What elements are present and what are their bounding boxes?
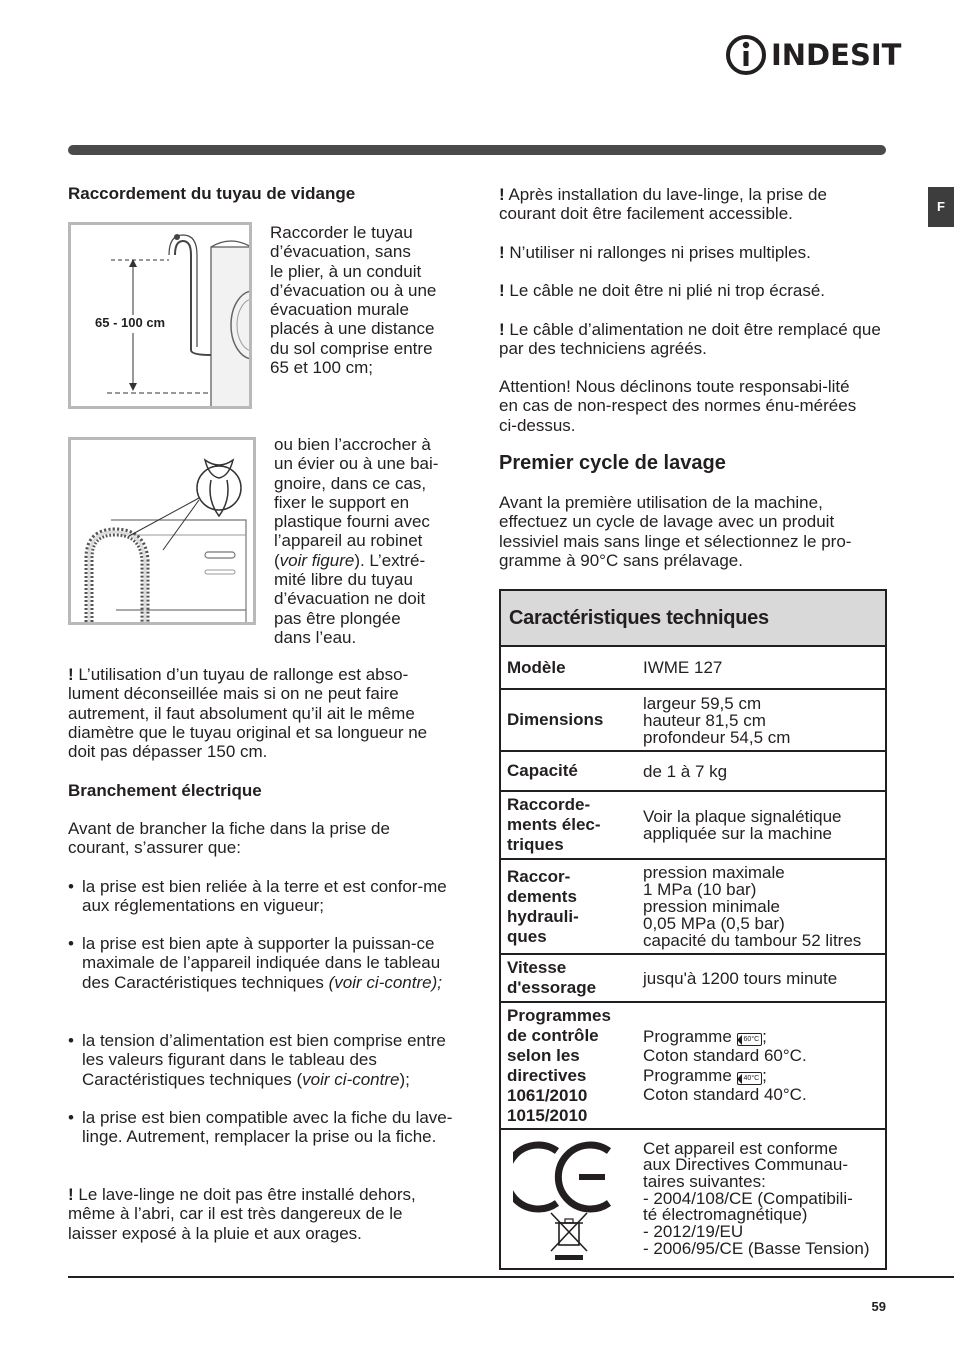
spec-value-line: pression maximale xyxy=(643,863,785,882)
spec-label: Dimensions xyxy=(500,689,641,751)
bullet-text: la prise est bien apte à supporter la puissan-ce maximale de l’appareil indiquée dans le tableau des Caractéristiques techniques xyxy=(82,934,441,992)
bullet-text-italic: voir ci-contre xyxy=(302,1069,400,1089)
spec-value xyxy=(641,859,886,954)
warning-text: Le câble ne doit être ni plié ni trop écrasé. xyxy=(504,281,826,300)
warning-no-extensions xyxy=(499,243,884,262)
program-line xyxy=(643,1027,881,1047)
spec-value-line: Voir la plaque signalétique xyxy=(643,807,842,826)
drain-paragraph-1 xyxy=(270,223,460,377)
sink-text-line: dans l’eau. xyxy=(274,627,357,647)
spec-label-line: ques xyxy=(507,926,547,946)
spec-label: Capacité xyxy=(500,751,641,791)
spec-label-line: 1015/2010 xyxy=(507,1105,588,1125)
heading-first-cycle: Premier cycle de lavage xyxy=(499,452,726,474)
text-fragment-italic: voir figure xyxy=(279,550,355,570)
spec-label-line: d'essorage xyxy=(507,978,597,997)
spec-value: IWME 127 xyxy=(641,646,886,689)
spec-value xyxy=(641,689,886,751)
sink-text-line: plastique fourni avec xyxy=(274,512,430,532)
spec-value-line: - 2012/19/EU xyxy=(643,1222,744,1242)
spec-label xyxy=(500,791,641,859)
heading-electric-connection: Branchement électrique xyxy=(68,781,262,800)
brand-logo-icon xyxy=(725,34,769,76)
program-prefix: Programme xyxy=(643,1026,737,1046)
drain-text-line: d’évacuation, sans xyxy=(270,242,411,262)
drain-height-illustration xyxy=(71,225,249,406)
spec-label-line: 1061/2010 xyxy=(507,1085,588,1105)
bullet-dot: • xyxy=(68,877,74,896)
electric-intro: Avant de brancher la fiche dans la prise de courant, s’assurer que: xyxy=(68,819,390,858)
table-row xyxy=(500,954,886,1002)
warning-accessible-socket xyxy=(499,185,884,224)
spec-value xyxy=(641,791,886,859)
sink-text-line: un évier ou à une bai- xyxy=(274,454,439,474)
spec-label-line: triques xyxy=(507,835,564,854)
warning-text: Le câble d’alimentation ne doit être remplacé que par des techniciens agréés. xyxy=(499,320,881,359)
bullet-item xyxy=(68,877,453,916)
bullet-text: ); xyxy=(399,1069,410,1089)
warning-text: L’utilisation d’un tuyau de rallonge est abso-lument déconseillée mais si on ne peut faire autrement, il faut absolument qu’il ait le même diamètre que le tuyau original et sa longueur ne doit pas dépasser 150 cm. xyxy=(68,665,428,762)
page-number: 59 xyxy=(871,1299,886,1314)
spec-label: Modèle xyxy=(500,646,641,689)
bullet-item xyxy=(68,934,453,992)
program-description: Coton standard 60°C. xyxy=(643,1046,807,1065)
spec-value-line: profondeur 54,5 cm xyxy=(643,727,791,747)
ce-mark-icon xyxy=(513,1137,623,1261)
drain-text-line: du sol comprise entre xyxy=(270,338,433,358)
table-row xyxy=(500,859,886,954)
drain-text-line: le plier, à un conduit xyxy=(270,261,422,281)
spec-value-line: té électromagnétique) xyxy=(643,1205,808,1225)
spec-value-line: 1 MPa (10 bar) xyxy=(643,880,757,899)
warning-mark: ! xyxy=(68,665,74,684)
spec-label-line: Raccorde- xyxy=(507,795,591,814)
spec-label-line: selon les xyxy=(507,1045,580,1065)
spec-label xyxy=(500,859,641,954)
bullet-text: la tension d’alimentation est bien comprise entre les valeurs figurant dans le tableau des Caractéristiques techniques ( xyxy=(82,1031,446,1089)
spec-value-line: pression minimale xyxy=(643,897,780,916)
warning-outdoor xyxy=(68,1185,453,1243)
text-fragment: ( xyxy=(274,550,280,570)
warning-cable-replace xyxy=(499,320,887,359)
spec-label-line: de contrôle xyxy=(507,1025,599,1045)
sink-text-line: l’appareil au robinet xyxy=(274,531,423,551)
sink-text-line xyxy=(274,551,459,570)
bullet-dot: • xyxy=(68,1108,74,1127)
spec-value-line: taires suivantes: xyxy=(643,1171,766,1191)
spec-value-line: appliquée sur la machine xyxy=(643,824,833,843)
spec-value: jusqu'à 1200 tours minute xyxy=(641,954,886,1002)
program-line xyxy=(643,1066,881,1086)
drain-height-label: 65 - 100 cm xyxy=(95,315,166,330)
specs-header-row xyxy=(500,590,886,646)
spec-value-line: - 2006/95/CE (Basse Tension) xyxy=(643,1238,870,1258)
program-60-icon: 60°C xyxy=(737,1033,763,1046)
first-cycle-text: Avant la première utilisation de la machine, effectuez un cycle de lavage avec un produit lessiviel mais sans linge et sélectionnez le pro-gramme à 90°C sans prélavage. xyxy=(499,493,852,570)
drain-text-line: d’évacuation ou à une xyxy=(270,280,437,300)
sink-text-line: d’évacuation ne doit xyxy=(274,589,426,609)
sink-hook-illustration xyxy=(71,440,253,622)
warning-extension-hose xyxy=(68,665,458,761)
header-rule xyxy=(68,145,886,155)
spec-label-line: dements xyxy=(507,886,577,906)
text-fragment: ). L’extré- xyxy=(354,550,426,570)
spec-label xyxy=(500,1002,641,1129)
sink-text-line: pas être plongée xyxy=(274,608,401,628)
bullet-item xyxy=(68,1031,453,1089)
specs-table xyxy=(499,589,887,1270)
spec-label-line: ments élec- xyxy=(507,815,601,834)
table-row xyxy=(500,751,886,791)
brand-logo xyxy=(725,34,902,76)
sink-text-line: ou bien l’accrocher à xyxy=(274,435,431,454)
table-row xyxy=(500,1002,886,1129)
table-row xyxy=(500,646,886,689)
spec-value-line: - 2004/108/CE (Compatibili- xyxy=(643,1188,853,1208)
table-row xyxy=(500,689,886,751)
sink-text-line: fixer le support en xyxy=(274,492,410,512)
warning-text: Après installation du lave-linge, la prise de courant doit être facilement accessible. xyxy=(499,185,827,224)
sink-text-line: gnoire, dans ce cas, xyxy=(274,473,427,493)
program-description: Coton standard 40°C. xyxy=(643,1085,807,1104)
warning-text: Le lave-linge ne doit pas être installé dehors, même à l’abri, car il est très dangereux de le laisser exposé à la pluie et aux orages. xyxy=(68,1185,416,1243)
bullet-dot: • xyxy=(68,934,74,953)
spec-label-line: hydrauli- xyxy=(507,906,579,926)
drain-text-line: placés à une distance xyxy=(270,319,435,339)
table-row xyxy=(500,791,886,859)
drain-text-line: évacuation murale xyxy=(270,300,409,320)
language-tab: F xyxy=(928,187,954,227)
sink-text-line: mité libre du tuyau xyxy=(274,570,413,590)
spec-value-line: Cet appareil est conforme xyxy=(643,1138,838,1158)
brand-name: INDESIT xyxy=(771,38,902,72)
spec-label-line: Vitesse xyxy=(507,958,567,977)
drain-text-line: Raccorder le tuyau xyxy=(270,223,413,242)
weee-bin-icon xyxy=(551,1213,587,1260)
bullet-dot: • xyxy=(68,1031,74,1050)
specs-title: Caractéristiques techniques xyxy=(500,590,886,646)
figure-sink-hook xyxy=(68,437,256,625)
spec-value xyxy=(641,1129,886,1269)
spec-value: de 1 à 7 kg xyxy=(641,751,886,791)
warning-mark: ! xyxy=(68,1185,74,1204)
ce-marks-cell xyxy=(500,1129,641,1269)
program-40-icon: 40°C xyxy=(737,1072,763,1085)
program-suffix: ; xyxy=(762,1065,767,1085)
spec-value xyxy=(641,1002,886,1129)
bullet-text-italic: (voir ci-contre); xyxy=(328,972,442,992)
figure-drain-height xyxy=(68,222,252,409)
spec-label-line: Programmes xyxy=(507,1005,611,1025)
warning-cable-bent xyxy=(499,281,884,300)
heading-drain-connection: Raccordement du tuyau de vidange xyxy=(68,184,356,203)
warning-mark: ! xyxy=(499,185,505,204)
spec-label-line: Raccor- xyxy=(507,866,571,886)
warning-mark: ! xyxy=(499,281,505,300)
spec-label xyxy=(500,954,641,1002)
program-suffix: ; xyxy=(762,1026,767,1046)
spec-value-line: hauteur 81,5 cm xyxy=(643,710,766,730)
program-prefix: Programme xyxy=(643,1065,737,1085)
warning-mark: ! xyxy=(499,320,505,339)
footer-rule xyxy=(68,1276,954,1278)
spec-label-line: directives xyxy=(507,1065,587,1085)
spec-value-line: 0,05 MPa (0,5 bar) xyxy=(643,914,785,933)
drain-paragraph-2 xyxy=(274,435,459,647)
spec-value-line: capacité du tambour 52 litres xyxy=(643,931,862,950)
bullet-text: la prise est bien compatible avec la fiche du lave-linge. Autrement, remplacer la prise ou la fiche. xyxy=(82,1108,453,1147)
table-row xyxy=(500,1129,886,1269)
warning-mark: ! xyxy=(499,243,505,262)
bullet-text: la prise est bien reliée à la terre et est confor-me aux réglementations en vigueur; xyxy=(82,877,447,916)
warning-text: N’utiliser ni rallonges ni prises multiples. xyxy=(504,243,811,262)
attention-disclaimer: Attention! Nous déclinons toute responsabi-lité en cas de non-respect des normes énu-mérées ci-dessus. xyxy=(499,377,857,435)
spec-value-line: aux Directives Communau- xyxy=(643,1155,849,1175)
bullet-item xyxy=(68,1108,453,1147)
drain-text-line: 65 et 100 cm; xyxy=(270,358,374,378)
spec-value-line: largeur 59,5 cm xyxy=(643,693,762,713)
